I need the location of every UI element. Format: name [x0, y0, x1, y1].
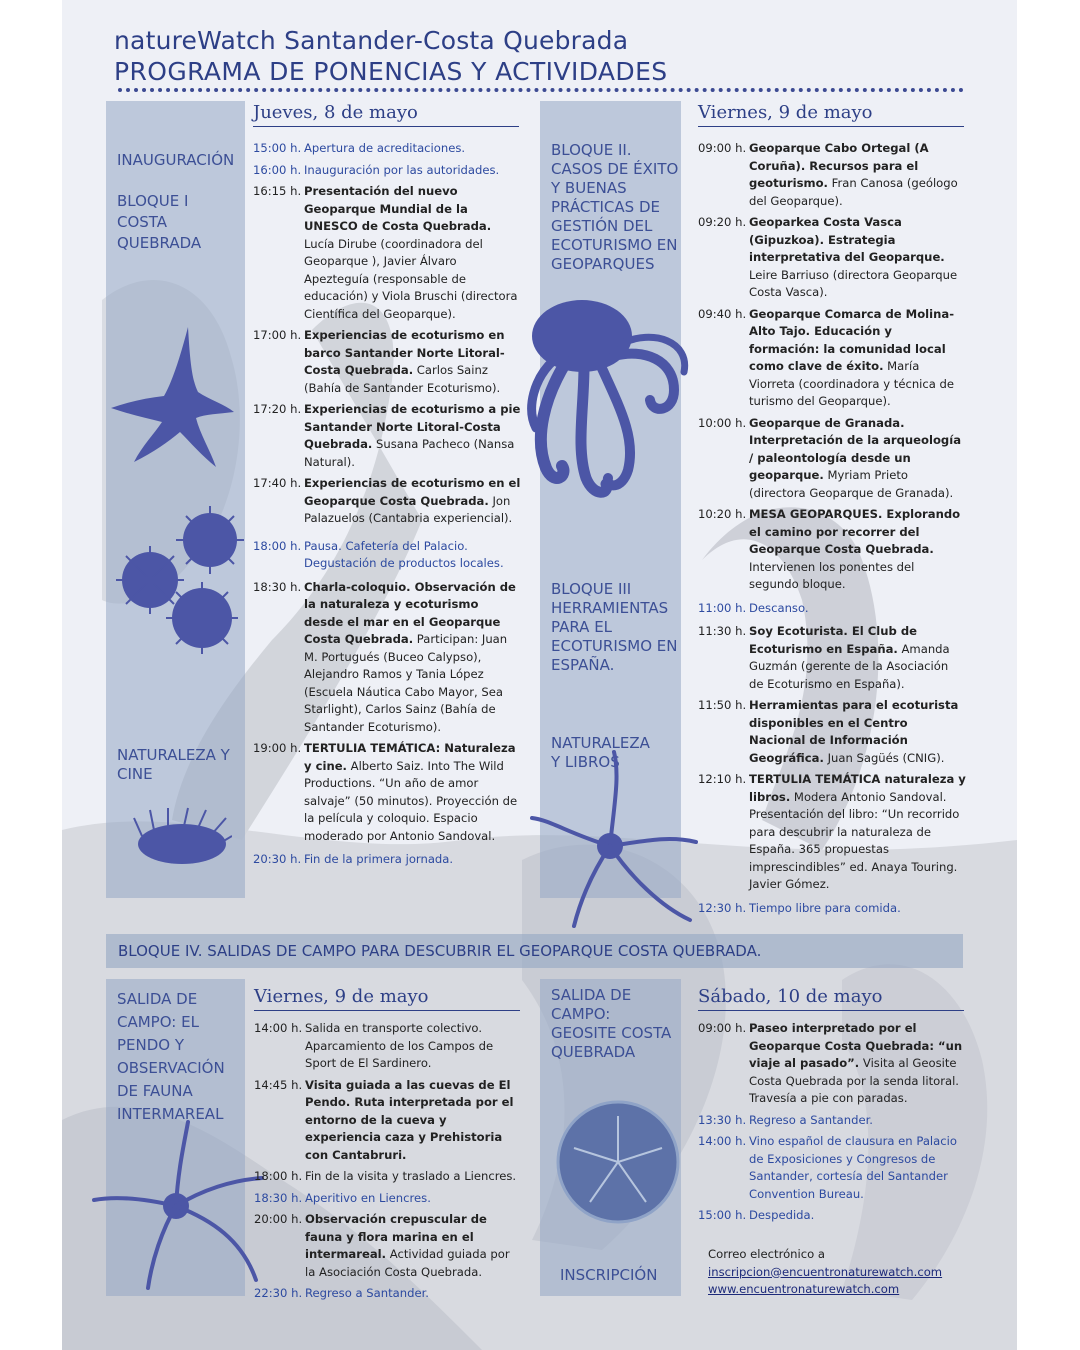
- schedule-time: 18:30 h.: [253, 579, 302, 594]
- schedule-item: [698, 140, 966, 210]
- schedule-time: 14:00 h.: [698, 1134, 747, 1148]
- label-salida-el-pendo: SALIDA DE CAMPO: EL PENDO Y OBSERVACIÓN DE FAUNA INTERMAREAL: [117, 990, 225, 1123]
- schedule-detail: Intervienen los ponentes del segundo bloque.: [749, 559, 915, 591]
- schedule-item: [253, 401, 521, 471]
- schedule-time: 19:00 h.: [253, 741, 302, 755]
- schedule-highlight: TERTULIA TEMÁTICA: Naturaleza y cine.: [304, 741, 516, 773]
- schedule-detail: Salida en transporte colectivo. Aparcamiento de los Campos de Sport de El Sardinero.: [305, 1021, 494, 1070]
- schedule-detail: Descanso.: [749, 600, 809, 615]
- schedule-description: [749, 697, 966, 767]
- schedule-time: 09:00 h.: [698, 141, 747, 155]
- schedule-item: [253, 538, 521, 573]
- schedule-time: 11:00 h.: [698, 600, 747, 615]
- schedule-detail: Regreso a Santander.: [749, 1112, 873, 1127]
- schedule-item: [253, 740, 521, 845]
- schedule-highlight: Geoparkea Costa Vasca (Gipuzkoa). Estrategia interpretativa del Geoparque.: [749, 215, 945, 264]
- octopus-icon: [524, 298, 692, 508]
- schedule-time: 20:00 h.: [254, 1212, 303, 1226]
- schedule-item: [254, 1077, 522, 1165]
- schedule-time: 17:40 h.: [253, 476, 302, 490]
- schedule-detail: Fin de la primera jornada.: [304, 852, 454, 866]
- schedule-item: [698, 623, 966, 693]
- schedule-description: [304, 183, 521, 323]
- schedule-time: 18:00 h.: [254, 1169, 303, 1183]
- schedule-time: 12:10 h.: [698, 772, 747, 786]
- schedule-time: 18:00 h.: [253, 538, 302, 553]
- schedule-detail: Lucía Dirube (coordinadora del Geoparque ), Javier Álvaro Apezteguía (responsable de educación) y Viola Bruschi (directora Científica del Geoparque).: [304, 236, 518, 321]
- schedule-description: [749, 140, 966, 210]
- schedule-detail: Myriam Prieto (directora Geoparque de Granada).: [749, 468, 954, 500]
- field-saturday-schedule: [698, 1020, 964, 1229]
- schedule-detail: Alberto Saiz. Into The Wild Productions. “Un año de amor salvaje” (50 minutos). Proyección de la película y coloquio. Espacio moderado por Antonio Sandoval.: [304, 758, 518, 843]
- schedule-detail: Pausa. Cafetería del Palacio. Degustación de productos locales.: [304, 538, 504, 570]
- schedule-item: [698, 306, 966, 411]
- bloque-4-banner: [106, 934, 963, 968]
- schedule-item: [253, 579, 521, 737]
- poster-subtitle: PROGRAMA DE PONENCIAS Y ACTIVIDADES: [114, 57, 668, 86]
- schedule-description: [305, 1020, 522, 1073]
- schedule-time: 15:00 h.: [253, 141, 302, 155]
- schedule-item: [253, 851, 521, 869]
- schedule-description: [749, 600, 966, 618]
- schedule-description: [304, 401, 521, 471]
- schedule-highlight: Paseo interpretado por el Geoparque Costa Quebrada: “un viaje al pasado”.: [749, 1021, 963, 1070]
- schedule-highlight: Herramientas para el ecoturista disponibles en el Centro Nacional de Información Geográfica.: [749, 698, 959, 765]
- schedule-highlight: Experiencias de ecoturismo en el Geoparque Costa Quebrada.: [304, 476, 521, 508]
- schedule-description: [749, 900, 966, 918]
- schedule-highlight: Presentación del nuevo Geoparque Mundial de la UNESCO de Costa Quebrada.: [304, 184, 492, 233]
- schedule-item: [253, 475, 521, 528]
- schedule-item: [253, 327, 521, 397]
- schedule-detail: Regreso a Santander.: [305, 1286, 429, 1300]
- schedule-detail: Fran Canosa (geólogo del Geoparque).: [749, 176, 958, 208]
- schedule-detail: Susana Pacheco (Nansa Natural).: [304, 437, 515, 469]
- starfish-icon: [106, 322, 236, 472]
- schedule-item: [254, 1285, 522, 1303]
- schedule-item: [698, 900, 966, 918]
- schedule-detail: Actividad guiada por la Asociación Costa Quebrada.: [305, 1247, 510, 1279]
- contact-label: Correo electrónico a: [708, 1247, 826, 1261]
- schedule-highlight: Experiencias de ecoturismo a pie Santander Norte Litoral-Costa Quebrada.: [304, 402, 521, 451]
- schedule-highlight: Geoparque Comarca de Molina-Alto Tajo. Educación y formación: la comunidad local como clave de éxito.: [749, 306, 955, 373]
- schedule-time: 14:45 h.: [254, 1077, 303, 1092]
- schedule-detail: Despedida.: [749, 1208, 815, 1222]
- label-naturaleza-libros: NATURALEZA Y LIBROS: [551, 734, 650, 771]
- label-inscripcion: INSCRIPCIÓN: [560, 1266, 658, 1284]
- field-friday-schedule: [254, 1020, 522, 1307]
- schedule-time: 15:00 h.: [698, 1208, 747, 1222]
- schedule-item: [698, 697, 966, 767]
- schedule-description: [304, 327, 521, 397]
- thursday-day-heading: Jueves, 8 de mayo: [253, 102, 519, 127]
- label-naturaleza-cine: NATURALEZA Y CINE: [117, 746, 230, 783]
- schedule-time: 16:15 h.: [253, 184, 302, 198]
- website-link[interactable]: www.encuentronaturewatch.com: [708, 1282, 900, 1296]
- schedule-time: 10:20 h.: [698, 507, 747, 521]
- schedule-description: [304, 475, 521, 528]
- schedule-item: [698, 1133, 964, 1203]
- schedule-detail: Leire Barriuso (directora Geoparque Costa Vasca).: [749, 267, 958, 299]
- schedule-description: [304, 140, 521, 158]
- schedule-description: [305, 1211, 522, 1281]
- schedule-description: [749, 1207, 964, 1225]
- schedule-description: [749, 1133, 964, 1203]
- schedule-item: [698, 600, 966, 618]
- schedule-time: 16:00 h.: [253, 162, 302, 177]
- email-link[interactable]: inscripcion@encuentronaturewatch.com: [708, 1264, 943, 1279]
- thursday-schedule: [253, 140, 521, 873]
- label-bloque-3: BLOQUE III HERRAMIENTAS PARA EL ECOTURISMO EN ESPAÑA.: [551, 580, 678, 674]
- schedule-detail: Visita al Geosite Costa Quebrada por la senda litoral. Travesía a pie con paradas.: [749, 1056, 959, 1105]
- schedule-detail: Inauguración por las autoridades.: [304, 162, 500, 177]
- poster-title: natureWatch Santander-Costa Quebrada: [114, 26, 629, 55]
- schedule-detail: Participan: Juan M. Portugués (Buceo Calypso), Alejandro Ramos y Tania López (Escuela Náutica Cabo Mayor, Sea Starlight), Carlos Sainz (Bahía de Santander Ecoturismo).: [304, 632, 508, 734]
- schedule-time: 10:00 h.: [698, 415, 747, 430]
- schedule-detail: Jon Palazuelos (Cantabria experiencial).: [304, 493, 513, 525]
- schedule-highlight: MESA GEOPARQUES. Explorando el camino por recorrer del Geoparque Costa Quebrada.: [749, 507, 961, 556]
- schedule-time: 17:20 h.: [253, 402, 302, 416]
- schedule-item: [698, 771, 966, 894]
- schedule-highlight: TERTULIA TEMÁTICA naturaleza y libros.: [749, 772, 966, 804]
- schedule-item: [254, 1168, 522, 1186]
- schedule-time: 18:30 h.: [254, 1190, 303, 1205]
- schedule-description: [305, 1077, 522, 1165]
- schedule-time: 11:50 h.: [698, 698, 747, 712]
- schedule-item: [254, 1211, 522, 1281]
- schedule-item: [254, 1190, 522, 1208]
- schedule-highlight: Geoparque de Granada. Interpretación de la arqueología / paleontología desde un geoparque.: [749, 415, 962, 482]
- schedule-highlight: Visita guiada a las cuevas de El Pendo. Ruta interpretada por el entorno de la cueva y experiencia caza y Prehistoria con Cantabruri.: [305, 1077, 514, 1162]
- label-bloque-1: BLOQUE I COSTA QUEBRADA: [117, 192, 202, 252]
- schedule-item: [698, 1112, 964, 1130]
- schedule-description: [304, 740, 521, 845]
- schedule-item: [698, 1207, 964, 1225]
- schedule-description: [749, 214, 966, 302]
- anemone-icon: [132, 806, 232, 868]
- schedule-description: [749, 1020, 964, 1108]
- schedule-detail: Fin de la visita y traslado a Liencres.: [305, 1169, 517, 1183]
- schedule-time: 09:40 h.: [698, 306, 747, 321]
- label-salida-geosite: SALIDA DE CAMPO: GEOSITE COSTA QUEBRADA: [551, 986, 672, 1061]
- bloque-4-title: BLOQUE IV. SALIDAS DE CAMPO PARA DESCUBRIR EL GEOPARQUE COSTA QUEBRADA.: [118, 942, 762, 960]
- schedule-time: 20:30 h.: [253, 852, 302, 866]
- schedule-time: 13:30 h.: [698, 1112, 747, 1127]
- label-inauguracion: INAUGURACIÓN: [117, 151, 235, 169]
- schedule-detail: Juan Sagüés (CNIG).: [823, 750, 945, 765]
- schedule-highlight: Charla-coloquio. Observación de la naturaleza y ecoturismo desde el mar en el Geoparque Costa Quebrada.: [304, 579, 516, 646]
- schedule-time: 11:30 h.: [698, 624, 747, 638]
- schedule-description: [305, 1190, 522, 1208]
- schedule-highlight: Geoparque Cabo Ortegal (A Coruña). Recursos para el geoturismo.: [749, 141, 929, 190]
- schedule-item: [253, 183, 521, 323]
- schedule-item: [253, 162, 521, 180]
- dotted-divider: [118, 88, 964, 92]
- schedule-description: [304, 538, 521, 573]
- schedule-detail: Amanda Guzmán (gerente de la Asociación de Ecoturismo en España).: [749, 641, 950, 691]
- friday-day-heading: Viernes, 9 de mayo: [698, 102, 964, 127]
- label-bloque-2: BLOQUE II. CASOS DE ÉXITO Y BUENAS PRÁCTICAS DE GESTIÓN DEL ECOTURISMO EN GEOPARQUES: [551, 141, 679, 273]
- schedule-description: [749, 415, 966, 503]
- schedule-description: [304, 162, 521, 180]
- schedule-time: 14:00 h.: [254, 1021, 303, 1035]
- friday-schedule: [698, 140, 966, 921]
- schedule-detail: Apertura de acreditaciones.: [304, 141, 466, 155]
- schedule-item: [253, 140, 521, 158]
- schedule-description: [305, 1285, 522, 1303]
- schedule-item: [698, 1020, 964, 1108]
- brittle-star-icon: [530, 746, 698, 928]
- schedule-detail: Carlos Sainz (Bahía de Santander Ecoturismo).: [304, 363, 501, 395]
- field-friday-day-heading: Viernes, 9 de mayo: [254, 986, 520, 1011]
- field-saturday-day-heading: Sábado, 10 de mayo: [698, 986, 964, 1011]
- schedule-detail: Vino español de clausura en Palacio de Exposiciones y Congresos de Santander, cortesía del Santander Convention Bureau.: [749, 1134, 957, 1201]
- schedule-time: 09:00 h.: [698, 1021, 747, 1035]
- schedule-highlight: Observación crepuscular de fauna y flora marina en el intermareal.: [305, 1212, 487, 1261]
- schedule-description: [305, 1168, 522, 1186]
- schedule-time: 09:20 h.: [698, 215, 747, 229]
- schedule-description: [749, 623, 966, 693]
- schedule-time: 12:30 h.: [698, 900, 747, 915]
- sand-dollar-icon: [554, 1098, 682, 1226]
- schedule-detail: Modera Antonio Sandoval. Presentación del libro: “Un recorrido para descubrir la naturaleza de España. 365 propuestas imprescindibles” ed. Anaya Touring. Javier Gómez.: [749, 789, 960, 891]
- schedule-detail: María Viorreta (coordinadora y técnica de turismo del Geoparque).: [749, 359, 955, 408]
- schedule-highlight: Experiencias de ecoturismo en barco Santander Norte Litoral-Costa Quebrada.: [304, 328, 505, 377]
- schedule-description: [749, 1112, 964, 1130]
- schedule-item: [698, 415, 966, 503]
- schedule-description: [304, 851, 521, 869]
- schedule-highlight: Soy Ecoturista. El Club de Ecoturismo en España.: [749, 624, 918, 656]
- contact-block: [708, 1246, 978, 1299]
- poster: [62, 0, 1017, 1350]
- schedule-detail: Tiempo libre para comida.: [749, 900, 901, 915]
- schedule-item: [254, 1020, 522, 1073]
- schedule-description: [304, 579, 521, 737]
- sea-urchin-icon: [112, 500, 252, 665]
- schedule-description: [749, 306, 966, 411]
- schedule-description: [749, 771, 966, 894]
- schedule-time: 22:30 h.: [254, 1286, 303, 1300]
- schedule-item: [698, 214, 966, 302]
- schedule-time: 17:00 h.: [253, 328, 302, 342]
- schedule-item: [698, 506, 966, 594]
- schedule-description: [749, 506, 966, 594]
- schedule-detail: Aperitivo en Liencres.: [305, 1190, 431, 1205]
